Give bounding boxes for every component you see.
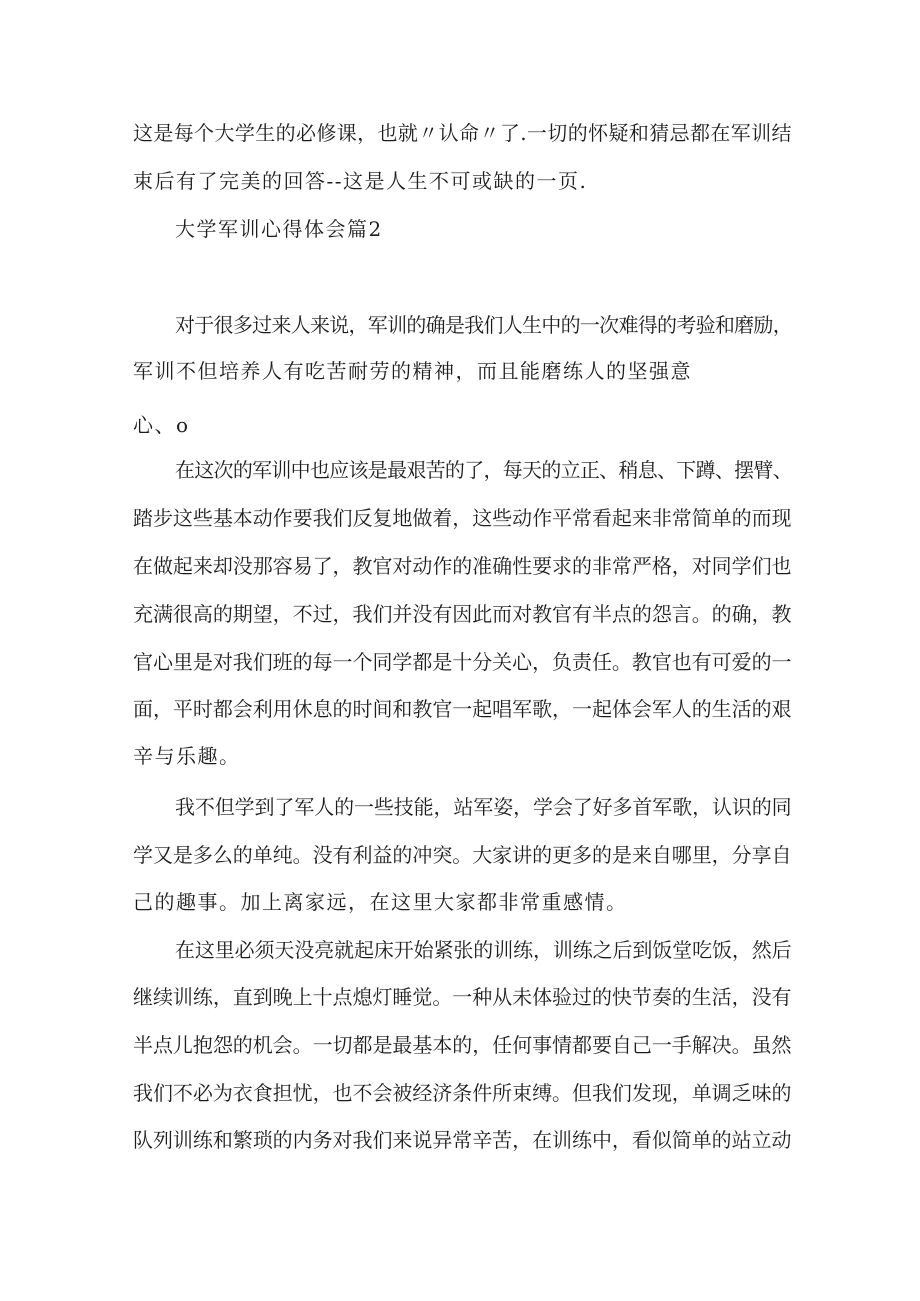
text-line: 辛与乐趣。 <box>133 744 241 768</box>
text-line: 继续训练，直到晚上十点熄灯睡觉。一种从未体验过的快节奏的生活，没有 <box>133 985 792 1009</box>
text-line: 己的趣事。加上离家远，在这里大家都非常重感情。 <box>133 890 628 914</box>
text-line: 面，平时都会利用休息的时间和教官一起唱军歌，一起体会军人的生活的艰 <box>133 697 792 721</box>
text-line: 心、o <box>133 413 190 437</box>
text-line: 我们不必为衣食担忧，也不会被经济条件所束缚。但我们发现，单调乏味的 <box>133 1081 792 1105</box>
text-line: 队列训练和繁琐的内务对我们来说异常辛苦，在训练中，看似简单的站立动 <box>133 1128 792 1152</box>
text-line: 在这次的军训中也应该是最艰苦的了，每天的立正、稍息、下蹲、摆臂、 <box>175 458 792 482</box>
text-line: 学又是多么的单纯。没有利益的冲突。大家讲的更多的是来自哪里，分享自 <box>133 843 792 867</box>
text-line: 在这里必须天没亮就起床开始紧张的训练，训练之后到饭堂吃饭，然后 <box>175 938 792 962</box>
text-line: 半点儿抱怨的机会。一切都是最基本的，任何事情都要自己一手解决。虽然 <box>133 1033 792 1057</box>
text-line: 我不但学到了军人的一些技能，站军姿，学会了好多首军歌，认识的同 <box>175 795 792 819</box>
text-line: 军训不但培养人有吃苦耐劳的精神，而且能磨练人的坚强意 <box>133 359 692 383</box>
text-line: 官心里是对我们班的每一个同学都是十分关心，负责任。教官也有可爱的一 <box>133 650 792 674</box>
text-line: 束后有了完美的回答--这是人生不可或缺的一页. <box>133 169 588 193</box>
text-line: 踏步这些基本动作要我们反复地做着，这些动作平常看起来非常简单的而现 <box>133 506 792 530</box>
section-heading: 大学军训心得体会篇2 <box>175 217 383 241</box>
text-line: 充满很高的期望，不过，我们并没有因此而对教官有半点的怨言。的确，教 <box>133 602 792 626</box>
text-line: 这是每个大学生的必修课，也就〃认命〃了.一切的怀疑和猜忌都在军训结 <box>133 121 792 145</box>
text-line: 在做起来却没那容易了，教官对动作的准确性要求的非常严格，对同学们也 <box>133 554 792 578</box>
text-line: 对于很多过来人来说，军训的确是我们人生中的一次难得的考验和磨励， <box>175 313 792 337</box>
